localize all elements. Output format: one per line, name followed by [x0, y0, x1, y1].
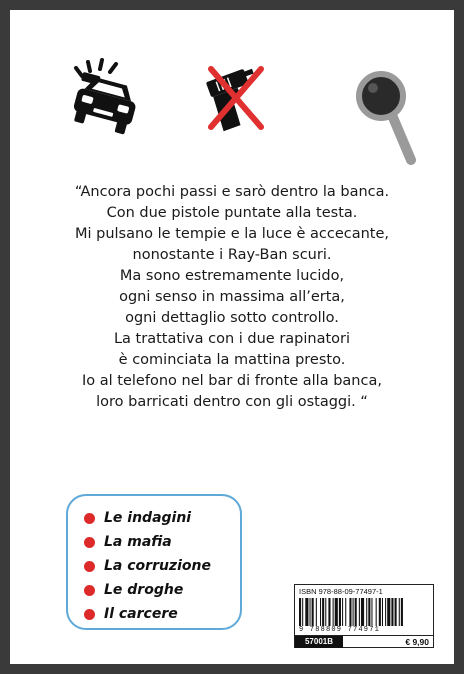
- barcode-bar: [310, 598, 311, 626]
- barcode-bar: [316, 598, 317, 626]
- quote-line: è cominciata la mattina presto.: [118, 352, 346, 368]
- barcode-bar: [385, 598, 386, 626]
- quote-line: Con due pistole puntate alla testa.: [106, 205, 358, 221]
- red-bullet-icon: [84, 585, 95, 596]
- list-item: [84, 580, 183, 600]
- list-item: [84, 604, 178, 624]
- list-item: [84, 556, 211, 576]
- barcode-bar: [387, 598, 390, 626]
- barcode-bar: [339, 598, 341, 626]
- quote-line: ogni senso in massima all’erta,: [119, 289, 345, 305]
- quote-line: Io al telefono nel bar di fronte alla banca,: [82, 373, 382, 389]
- barcode-bar: [368, 598, 370, 626]
- quote-line: ogni dettaglio sotto controllo.: [125, 310, 339, 326]
- quote-line: Mi pulsano le tempie e la luce è accecante,: [74, 226, 390, 242]
- red-bullet-icon: [84, 537, 95, 548]
- barcode-bar: [302, 598, 303, 626]
- barcode-bar: [322, 598, 324, 626]
- barcode-footer: [295, 635, 433, 648]
- barcode-digits: 9 788809 774971: [299, 626, 381, 634]
- barcode-box: [294, 584, 434, 648]
- list-item: [84, 508, 191, 528]
- red-bullet-icon: [84, 609, 95, 620]
- topics-list: [66, 494, 242, 630]
- barcode-bar: [305, 598, 308, 626]
- barcode-bar: [320, 598, 321, 626]
- barcode-bar: [376, 598, 377, 626]
- barcode-bar: [399, 598, 400, 626]
- back-cover-quote: [10, 182, 454, 413]
- barcode-bar: [325, 598, 326, 626]
- red-bullet-icon: [84, 561, 95, 572]
- crossed-gun-icon: [205, 63, 267, 133]
- isbn-label: ISBN 978-88-09-77497-1: [299, 587, 383, 596]
- barcode-bar: [342, 598, 343, 626]
- magnifying-glass-icon: [355, 70, 425, 170]
- barcode-bar: [366, 598, 367, 626]
- topic-label: Le indagini: [104, 510, 192, 526]
- barcode-bars: [299, 598, 429, 626]
- barcode-bar: [361, 598, 364, 626]
- barcode-bar: [371, 598, 372, 626]
- topic-label: Le droghe: [104, 582, 184, 598]
- barcode-bar: [359, 598, 360, 626]
- barcode-bar: [382, 598, 383, 626]
- barcode-bar: [312, 598, 314, 626]
- barcode-bar: [391, 598, 393, 626]
- barcode-bar: [395, 598, 397, 626]
- barcode-bar: [349, 598, 351, 626]
- book-back-cover: [10, 10, 454, 664]
- topic-label: La mafia: [104, 534, 172, 550]
- barcode-bar: [333, 598, 334, 626]
- quote-line: Ma sono estremamente lucido,: [119, 268, 345, 284]
- barcode-bar: [379, 598, 381, 626]
- police-car-icon: [60, 54, 145, 139]
- barcode-bar: [353, 598, 354, 626]
- barcode-bar: [299, 598, 301, 626]
- quote-line: loro barricati dentro con gli ostaggi. “: [96, 394, 368, 410]
- topic-label: La corruzione: [104, 558, 211, 574]
- price-label: € 9,90: [405, 637, 429, 647]
- quote-line: “Ancora pochi passi e sarò dentro la banca.: [74, 184, 390, 200]
- red-bullet-icon: [84, 513, 95, 524]
- product-code: 57001B: [295, 636, 343, 648]
- list-item: [84, 532, 172, 552]
- barcode-bar: [328, 598, 330, 626]
- barcode-bar: [335, 598, 338, 626]
- topic-label: Il carcere: [104, 606, 178, 622]
- quote-line: La trattativa con i due rapinatori: [113, 331, 351, 347]
- quote-line: nonostante i Ray-Ban scuri.: [132, 247, 332, 263]
- barcode-bar: [355, 598, 357, 626]
- barcode-bar: [345, 598, 346, 626]
- barcode-bar: [401, 598, 403, 626]
